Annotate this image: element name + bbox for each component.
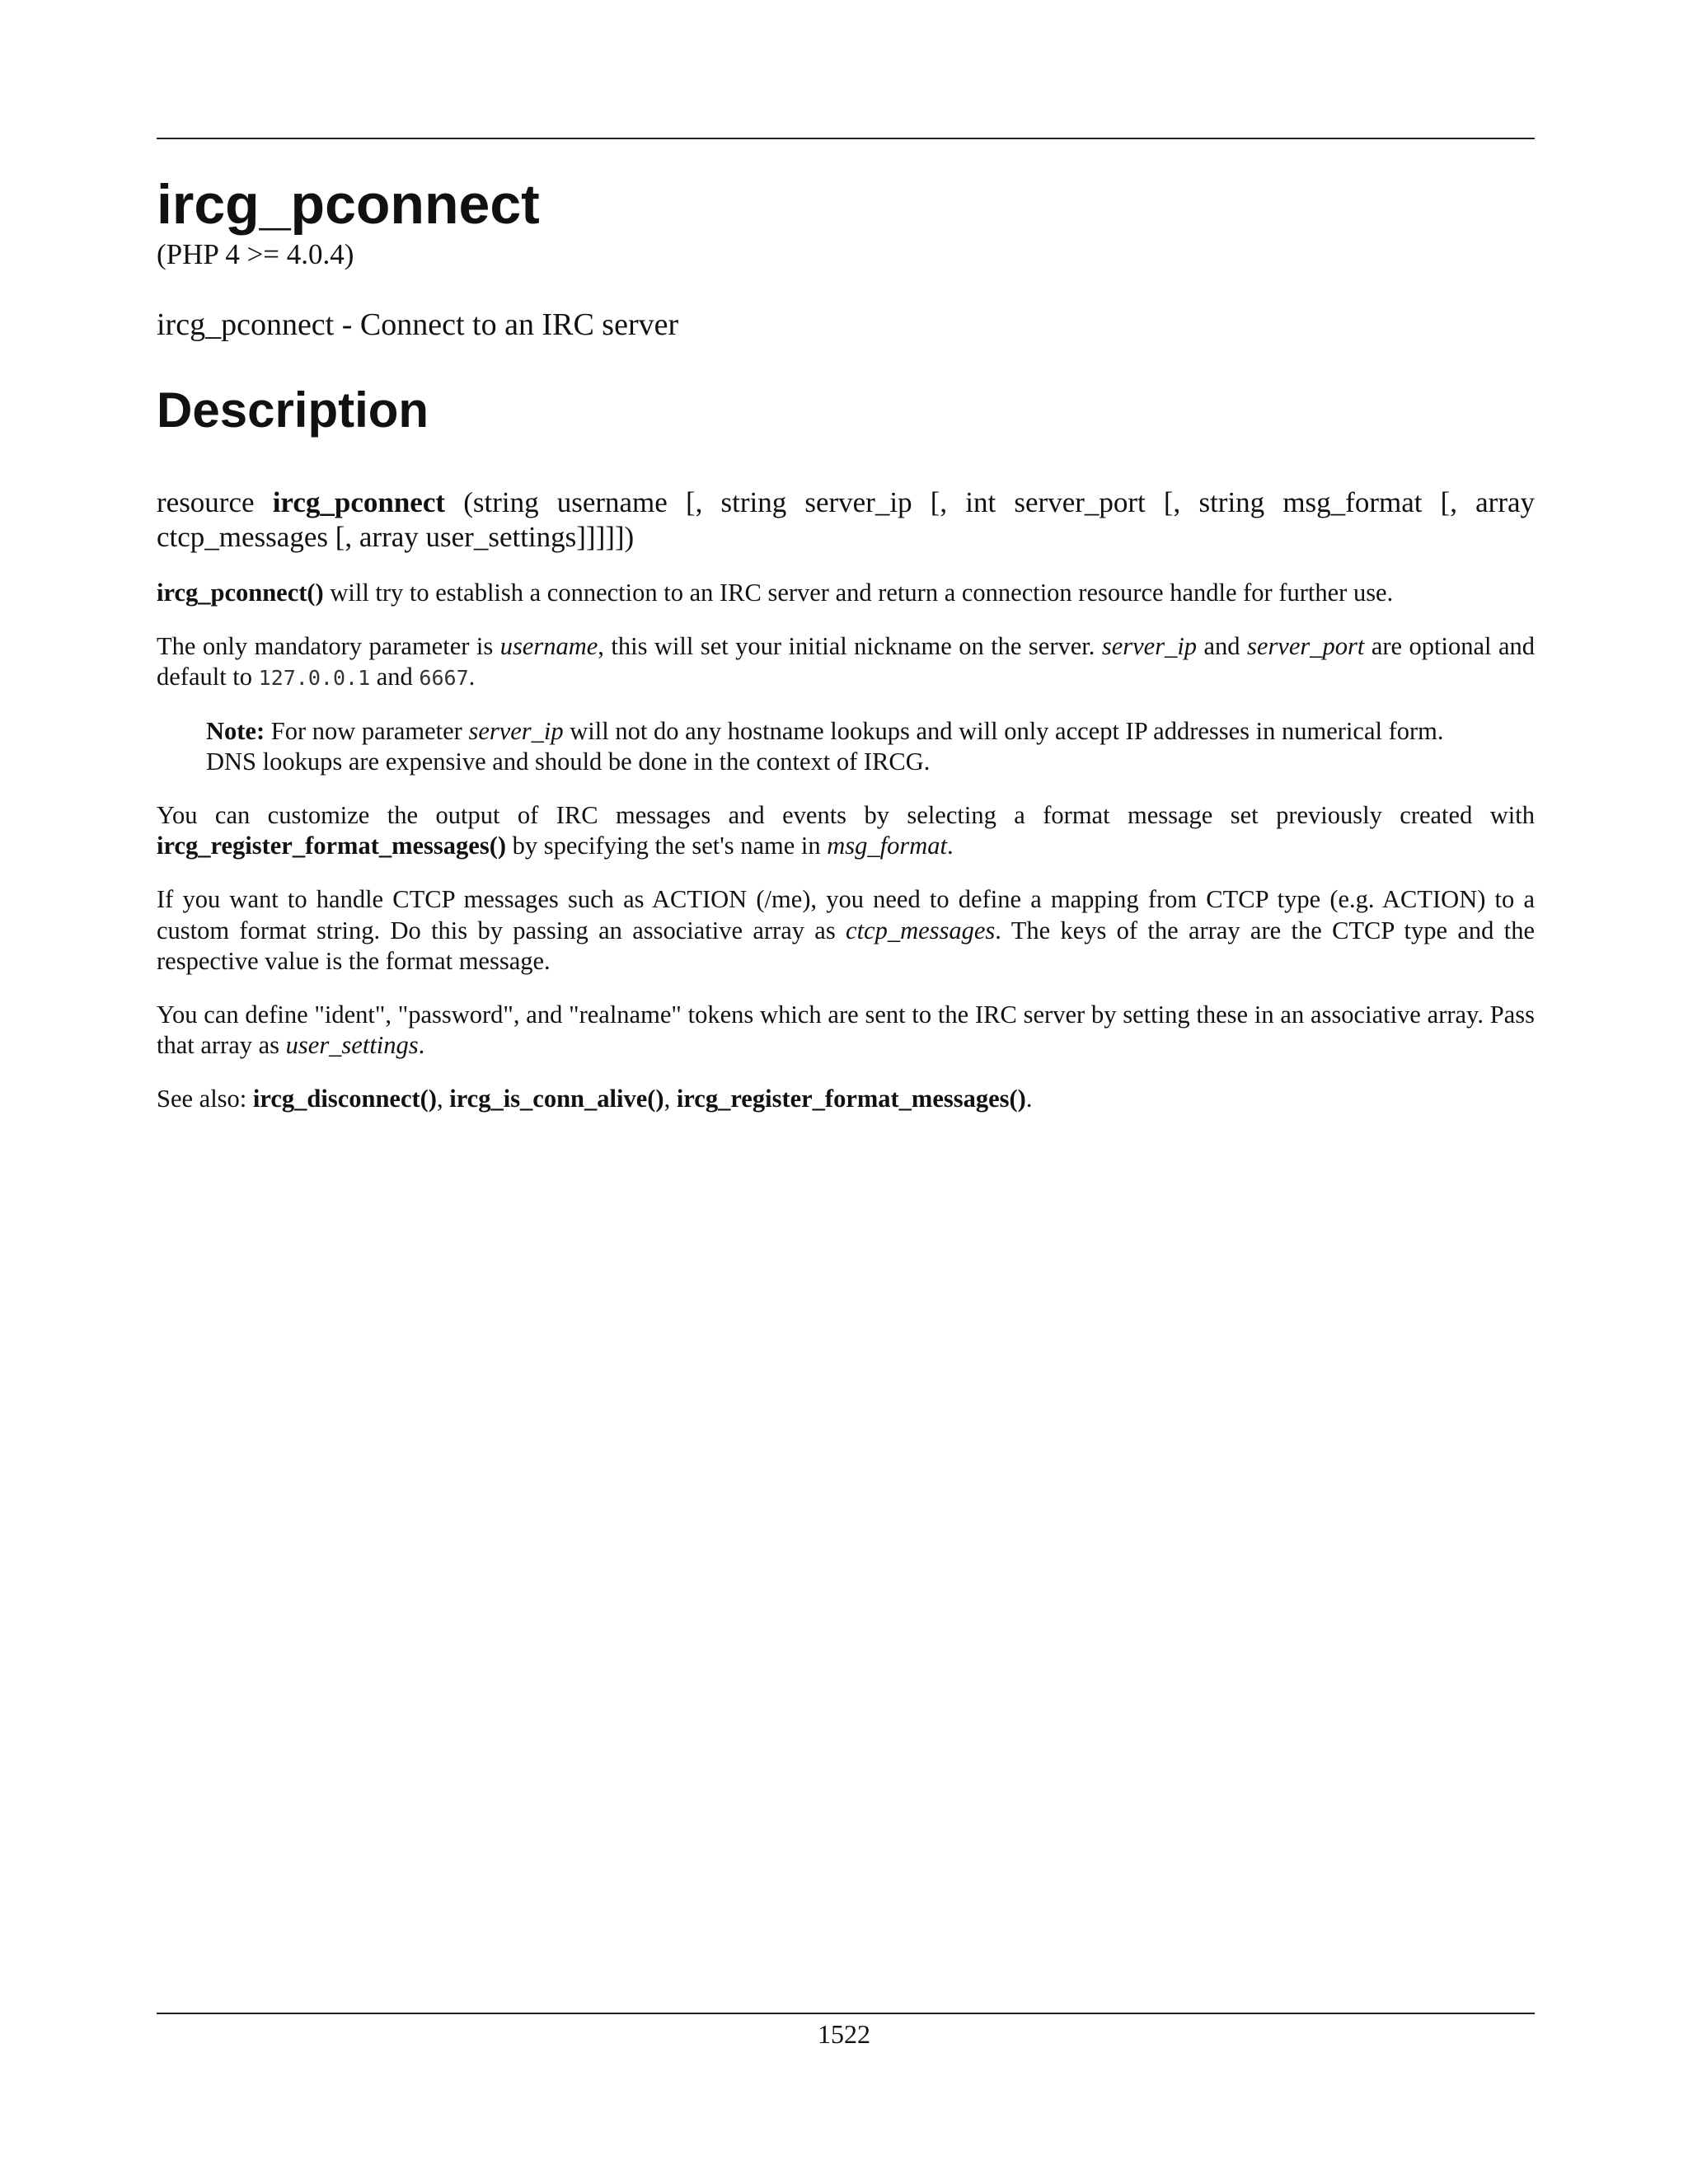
note-block: Note: For now parameter server_ip will not do any hostname lookups and will only accept IP addresses in numerical form. DNS lookups are expensive and should be done in the context of IRCG. xyxy=(206,716,1444,776)
default-ip-literal: 127.0.0.1 xyxy=(258,666,371,691)
default-port-literal: 6667 xyxy=(419,666,469,691)
return-type: resource xyxy=(157,486,255,519)
page-title: ircg_pconnect xyxy=(157,173,540,236)
function-name: ircg_pconnect xyxy=(272,486,446,519)
param-user-settings: user_settings xyxy=(285,1031,419,1060)
param-server-port: server_port xyxy=(1247,632,1365,661)
param-msg-format: msg_format xyxy=(827,832,947,860)
note-label: Note: xyxy=(206,716,265,745)
function-ref: ircg_register_format_messages() xyxy=(157,832,507,860)
param-server-ip: server_ip xyxy=(468,716,564,745)
page-content xyxy=(157,173,1535,1115)
paragraph-ctcp: If you want to handle CTCP messages such as ACTION (/me), you need to define a mapping from CTCP type (e.g. ACTION) to a custom format string. Do this by passing an associative array as ctcp_messages. The keys of the array are the CTCP type and the respective value is the format message. xyxy=(157,885,1535,975)
param-username: username xyxy=(499,632,598,661)
param-server-ip: server_ip xyxy=(1101,632,1198,661)
function-purpose: ircg_pconnect - Connect to an IRC server xyxy=(157,307,679,342)
see-also: See also: ircg_disconnect(), ircg_is_conn_alive(), ircg_register_format_messages(). xyxy=(157,1085,1033,1113)
header-rule xyxy=(157,138,1535,139)
paragraph-user-settings: You can define "ident", "password", and "realname" tokens which are sent to the IRC server by setting these in an associative array. Pass that array as user_settings. xyxy=(157,1001,1535,1060)
paragraph-format: You can customize the output of IRC messages and events by selecting a format message set previously created with ircg_register_format_messages() by specifying the set's name in msg_format. xyxy=(157,801,1535,860)
paragraph-parameters: The only mandatory parameter is username, this will set your initial nickname on the server. server_ip and server_port are optional and default to 127.0.0.1 and 6667. xyxy=(157,632,1535,691)
link-ircg-is-conn-alive[interactable]: ircg_is_conn_alive() xyxy=(449,1085,664,1113)
param-ctcp-messages: ctcp_messages xyxy=(846,916,996,944)
function-params: (string username [, string server_ip [, int server_port [, string msg_format [, array ctcp_messages [, array user_settings]]]]]) xyxy=(157,486,1536,554)
footer-rule xyxy=(157,2013,1535,2014)
function-synopsis xyxy=(157,485,1535,555)
link-ircg-disconnect[interactable]: ircg_disconnect() xyxy=(252,1085,437,1113)
version-info: (PHP 4 >= 4.0.4) xyxy=(157,238,354,271)
description-heading: Description xyxy=(157,382,429,438)
paragraph-intro: ircg_pconnect() will try to establish a connection to an IRC server and return a connection resource handle for further use. xyxy=(157,579,1394,607)
link-ircg-register-format-messages[interactable]: ircg_register_format_messages() xyxy=(676,1085,1026,1113)
see-also-label: See also: xyxy=(157,1085,253,1113)
function-ref: ircg_pconnect() xyxy=(157,579,324,607)
page-number: 1522 xyxy=(818,2019,870,2049)
